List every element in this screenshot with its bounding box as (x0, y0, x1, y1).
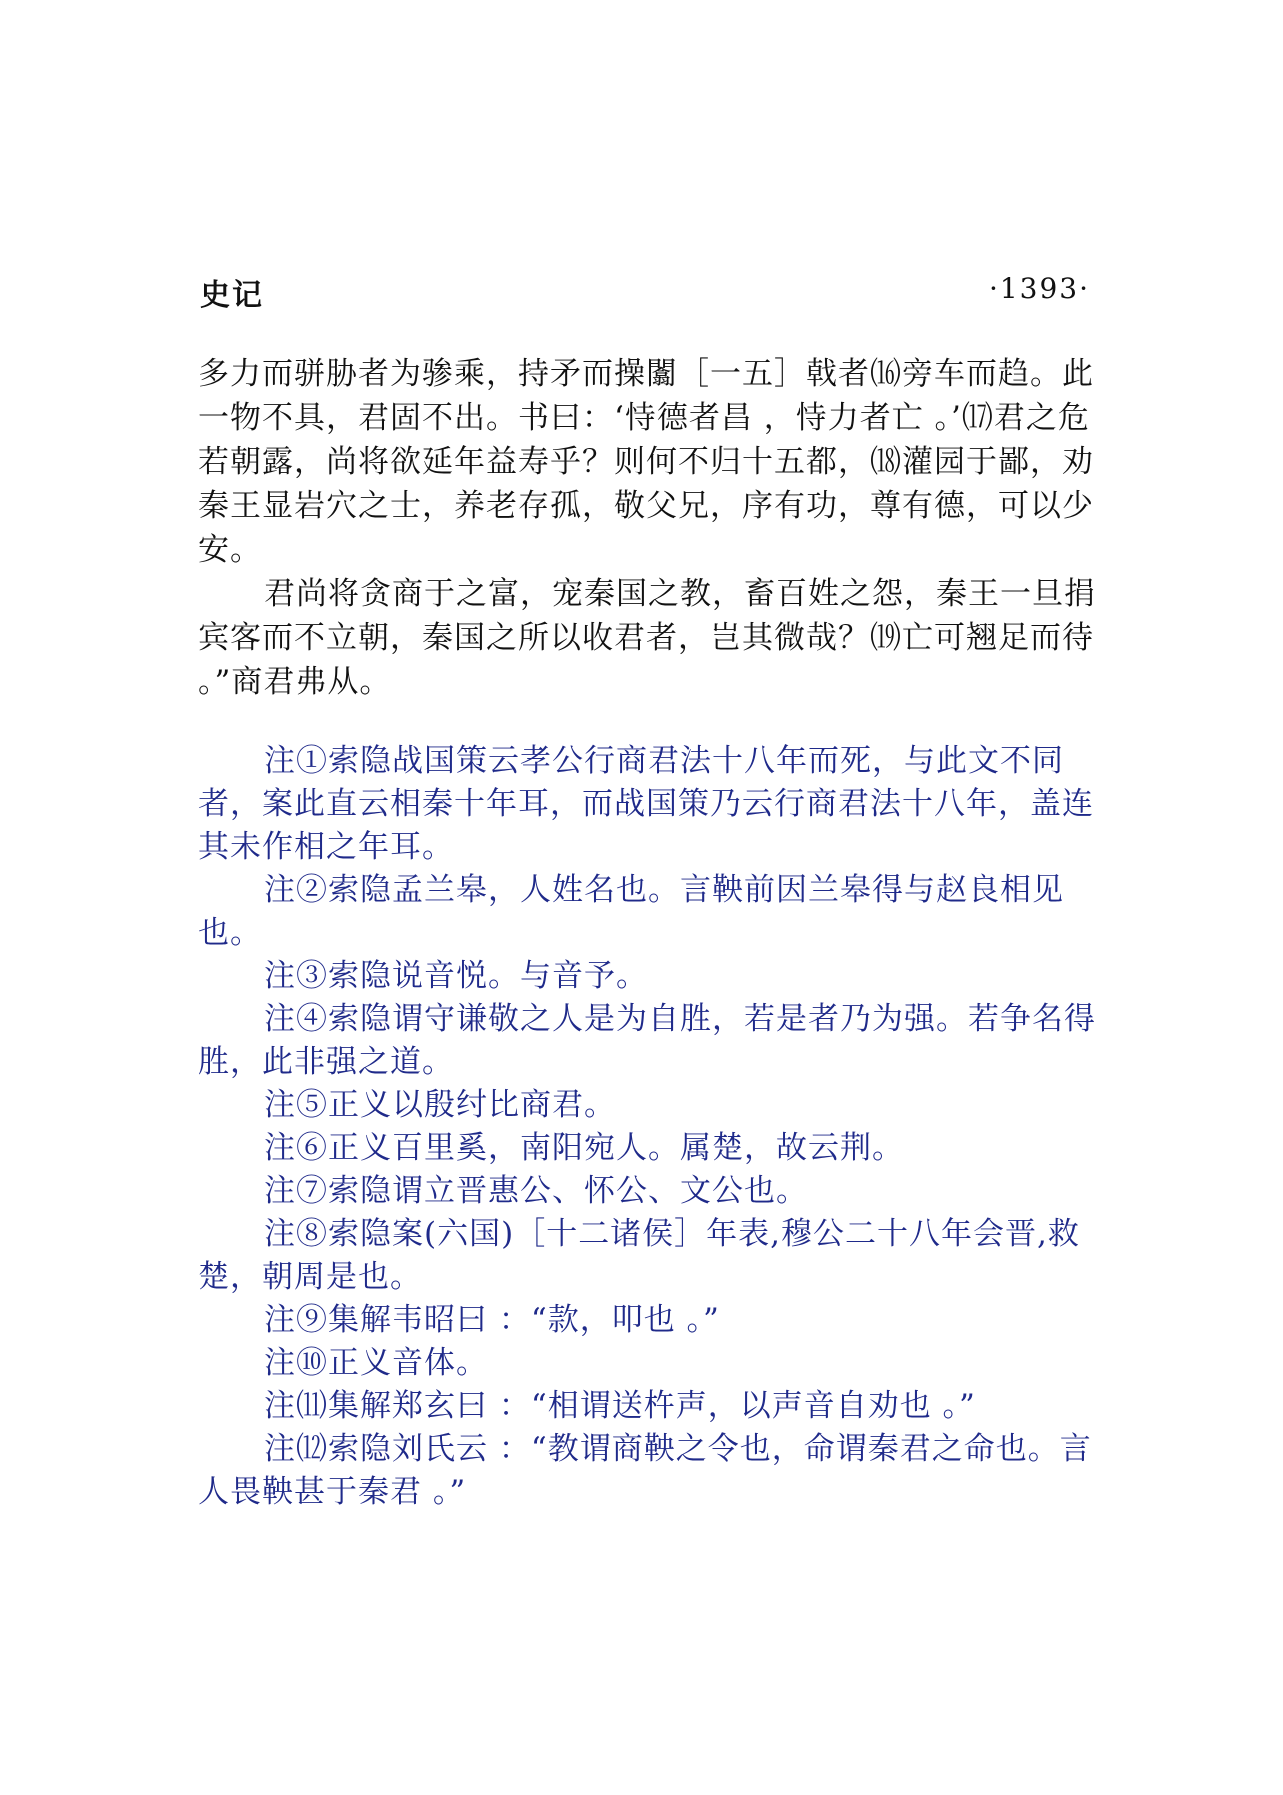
body-paragraph: 君尚将贪商于之富，宠秦国之教，畜百姓之怨，秦王一旦捐宾客而不立朝，秦国之所以收君者，岂其微哉？⒆亡可翘足而待 。”商君弗从。 (198, 576, 1096, 700)
note-item: 注⑾集解郑玄曰 ：“相谓送杵声，以声音自劝也 。” (264, 1388, 976, 1424)
note-item: 注⑤正义以殷纣比商君。 (264, 1087, 616, 1123)
note-item: 注⑨集解韦昭曰 ：“款，叩也 。” (264, 1302, 720, 1338)
note-item: 注⑥正义百里奚，南阳宛人。属楚，故云荆。 (264, 1130, 904, 1166)
note-item: 注⑿索隐刘氏云 ：“教谓商鞅之令也，命谓秦君之命也。言人畏鞅甚于秦君 。” (198, 1431, 1092, 1510)
main-text (198, 352, 1098, 704)
page-number: ·1393· (988, 272, 1090, 305)
book-title: 史记 (200, 278, 264, 313)
note-item: 注⑩正义音体。 (264, 1345, 488, 1381)
note-item: 注④索隐谓守谦敬之人是为自胜，若是者乃为强。若争名得胜，此非强之道。 (198, 1001, 1096, 1080)
note-item: 注①索隐战国策云孝公行商君法十八年而死，与此文不同者，案此直云相秦十年耳，而战国策乃云行商君法十八年，盖连其未作相之年耳。 (198, 743, 1094, 865)
page-header (200, 270, 1090, 313)
body-paragraph: 多力而骈胁者为骖乘，持矛而操闟［一五］戟者⒃旁车而趋。此一物不具，君固不出。书曰：‘恃德者昌 ，恃力者亡 。’⒄君之危若朝露，尚将欲延年益寿乎？则何不归十五都，⒅灌园于鄙，劝秦王显岩穴之士，养老存孤，敬父兄，序有功，尊有德，可以少安。 (198, 356, 1094, 568)
note-item: 注⑦索隐谓立晋惠公、怀公、文公也。 (264, 1173, 808, 1209)
annotations (198, 740, 1098, 1514)
note-item: 注③索隐说音悦。与音予。 (264, 958, 648, 994)
note-item: 注⑧索隐案(六国)［十二诸侯］年表,穆公二十八年会晋,救楚，朝周是也。 (198, 1216, 1080, 1295)
note-item: 注②索隐孟兰皋，人姓名也。言鞅前因兰皋得与赵良相见也。 (198, 872, 1064, 951)
